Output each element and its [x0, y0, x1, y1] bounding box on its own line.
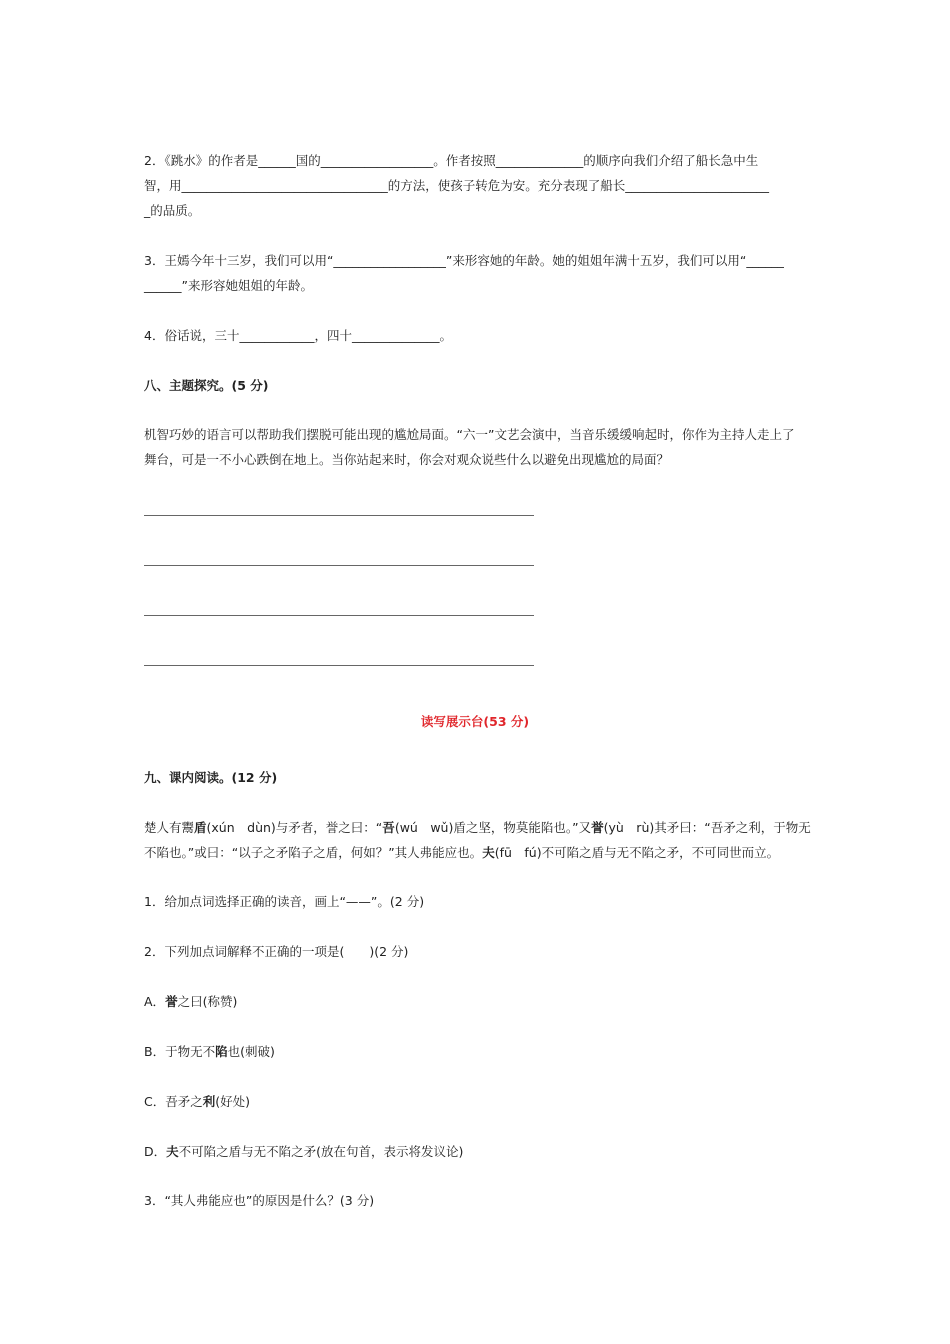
section-8-prompt — [144, 422, 808, 472]
option-a-dotted-word: 誉 — [165, 994, 178, 1009]
q2-line-3: _的品质。 — [144, 203, 201, 218]
answer-line-4[interactable] — [144, 665, 534, 666]
option-b-prefix: B．于物无不 — [144, 1044, 216, 1059]
option-b-dotted-word: 陷 — [215, 1044, 228, 1059]
passage-text: (yù rù)其矛曰：“吾矛之利，于物无 — [603, 820, 811, 835]
question-9-2: 2．下列加点词解释不正确的一项是( )(2 分) — [144, 944, 409, 959]
option-a-prefix: A． — [144, 994, 166, 1009]
answer-line-1[interactable] — [144, 515, 534, 516]
passage-text: 楚人有鬻 — [144, 820, 195, 835]
answer-line-3[interactable] — [144, 615, 534, 616]
option-c-dotted-word: 利 — [202, 1094, 216, 1109]
question-7-3 — [144, 248, 808, 298]
classical-passage — [144, 815, 814, 865]
passage-text: (xún dùn)与矛者，誉之曰：“ — [206, 820, 383, 835]
option-c-text: (好处) — [215, 1094, 251, 1109]
part-title: 读写展示台(53 分) — [420, 714, 530, 729]
answer-line-2[interactable] — [144, 565, 534, 566]
dotted-word-dun: 盾 — [194, 820, 207, 835]
question-9-3: 3．“其人弗能应也”的原因是什么？(3 分) — [144, 1193, 375, 1208]
option-c-prefix: C．吾矛之 — [144, 1094, 203, 1109]
q3-line-1: 3．王嫣今年十三岁，我们可以用“__________________”来形容她的年龄。她的姐姐年满十五岁，我们可以用“______ — [144, 253, 784, 268]
question-7-2 — [144, 148, 808, 223]
dotted-word-fu: 夫 — [482, 845, 495, 860]
option-a-text: 之曰(称赞) — [177, 994, 238, 1009]
dotted-word-yu: 誉 — [591, 820, 604, 835]
prompt-line-2: 舞台，可是一不小心跌倒在地上。当你站起来时，你会对观众说些什么以避免出现尴尬的局面？ — [144, 452, 670, 467]
option-d-text: 不可陷之盾与无不陷之矛(放在句首，表示将发议论) — [178, 1144, 464, 1159]
question-7-4: 4．俗话说，三十____________，四十______________。 — [144, 328, 452, 343]
option-b[interactable] — [144, 1039, 808, 1064]
section-9-heading: 九、课内阅读。(12 分) — [144, 770, 278, 785]
dotted-word-wu: 吾 — [382, 820, 395, 835]
option-a[interactable] — [144, 989, 808, 1014]
option-b-text: 也(刺破) — [227, 1044, 275, 1059]
option-d[interactable] — [144, 1139, 808, 1164]
option-d-prefix: D． — [144, 1144, 167, 1159]
q3-line-2: ______”来形容她姐姐的年龄。 — [144, 278, 313, 293]
q2-line-2: 智，用_________________________________的方法，使孩子转危为安。充分表现了船长_______________________ — [144, 178, 770, 193]
option-c[interactable] — [144, 1089, 808, 1114]
option-d-dotted-word: 夫 — [166, 1144, 179, 1159]
passage-text: 不陷也。”或曰：“以子之矛陷子之盾，何如？”其人弗能应也。 — [144, 845, 483, 860]
passage-text: (wú wǔ)盾之坚，物莫能陷也。”又 — [394, 820, 592, 835]
q2-line-1: 2．《跳水》的作者是______国的__________________。作者按照______________的顺序向我们介绍了船长急中生 — [144, 153, 759, 168]
passage-text: (fū fú)不可陷之盾与无不陷之矛，不可同世而立。 — [494, 845, 780, 860]
prompt-line-1: 机智巧妙的语言可以帮助我们摆脱可能出现的尴尬局面。“六一”文艺会演中，当音乐缓缓响起时，你作为主持人走上了 — [144, 427, 795, 442]
question-9-1: 1．给加点词选择正确的读音，画上“——”。(2 分) — [144, 894, 425, 909]
section-8-heading: 八、主题探究。(5 分) — [144, 378, 269, 393]
